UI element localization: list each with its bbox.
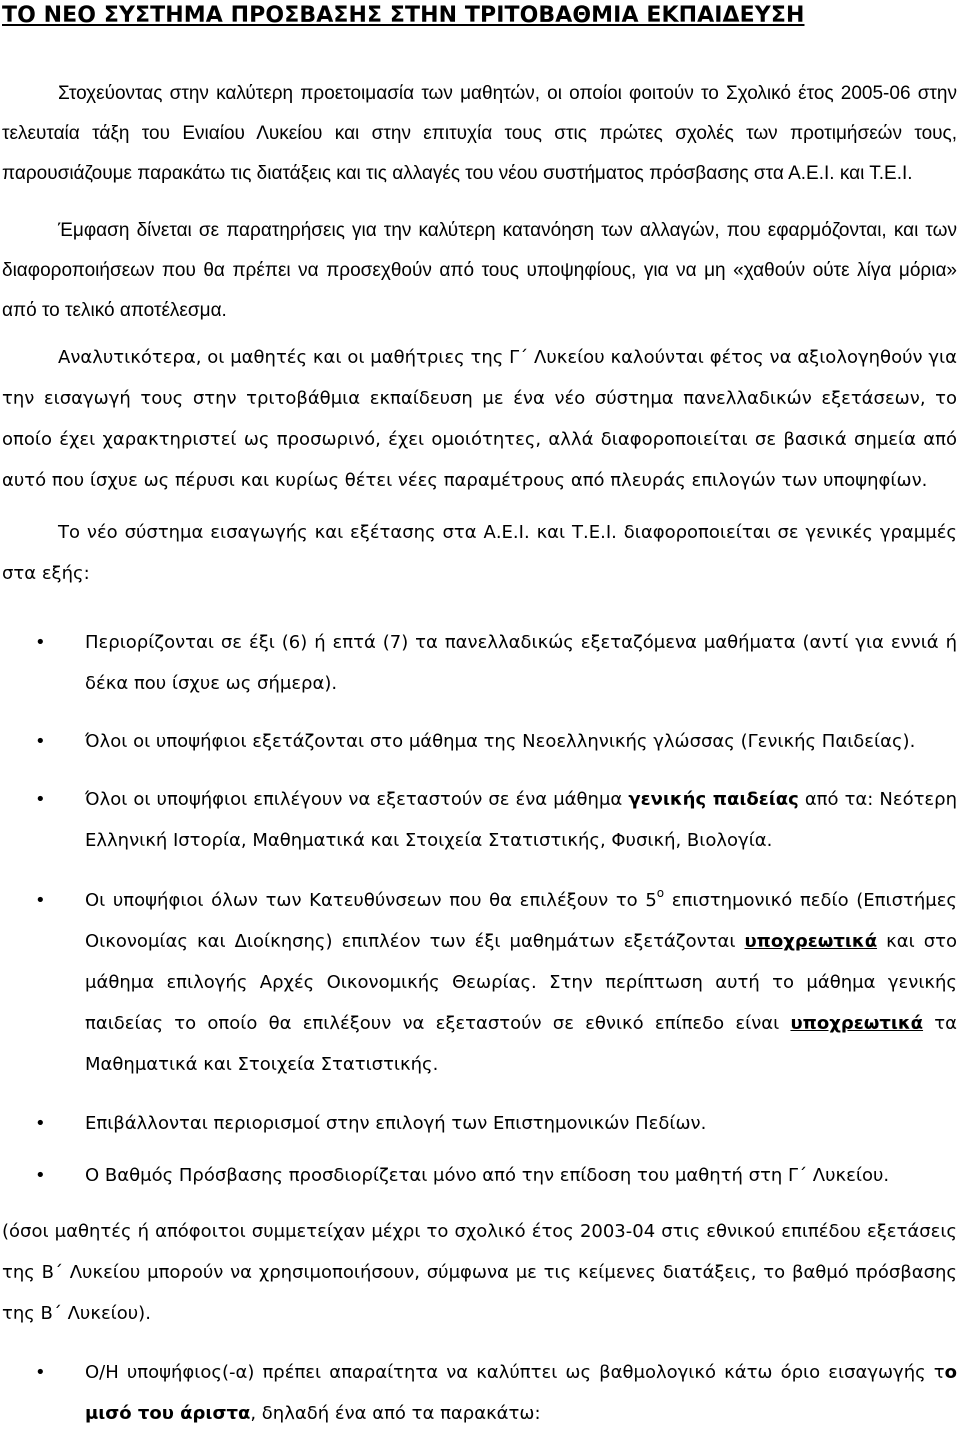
requirements-list <box>2 1352 957 1434</box>
list-item-text: , δηλαδή ένα από τα παρακάτω: <box>250 1403 541 1424</box>
list-item-text: Όλοι οι υποψήφιοι εξετάζονται στο μάθημα της Νεοελληνικής γλώσσας (Γενικής Παιδείας). <box>85 731 916 752</box>
list-item-text: Οι υποψήφιοι όλων των Κατευθύνσεων που θα επιλέξουν το 5 <box>85 890 657 911</box>
emphasis-text: υποχρεωτικά <box>790 1013 924 1034</box>
bullet-icon: • <box>35 1113 46 1134</box>
intro-paragraph: Στοχεύοντας στην καλύτερη προετοιμασία των μαθητών, οι οποίοι φοιτούν το Σχολικό έτος 2005-06 στην τελευταία τάξη του Ενιαίου Λυκείου και στην επιτυχία τους στις πρώτες σχολές των προτιμήσεών τους, παρουσιάζουμε παρακάτω τις διατάξεις και τις αλλαγές του νέου συστήματος πρόσβασης στα Α.Ε.Ι. και Τ.Ε.Ι. <box>2 83 957 184</box>
emphasis-text: ο μισό του άριστα <box>85 1362 957 1424</box>
bullet-icon: • <box>35 1362 46 1383</box>
document-title: ΤΟ ΝΕΟ ΣΥΣΤΗΜΑ ΠΡΟΣΒΑΣΗΣ ΣΤΗΝ ΤΡΙΤΟΒΑΘΜΙΑ ΕΚΠΑΙΔΕΥΣΗ <box>2 3 805 28</box>
list-item-text: Όλοι οι υποψήφιοι επιλέγουν να εξεταστούν σε ένα μάθημα <box>85 789 629 810</box>
list-item <box>2 622 957 704</box>
bullet-icon: • <box>35 731 46 752</box>
list-item-text: από τα: Νεότερη Ελληνική Ιστορία, Μαθηματικά και Στοιχεία Στατιστικής, Φυσική, Βιολογία. <box>85 789 957 851</box>
list-item-text: και στο μάθημα επιλογής Αρχές Οικονομικής Θεωρίας. Στην περίπτωση αυτή το μάθημα γενικής παιδείας το οποίο θα επιλέξουν να εξεταστούν σε εθνικό επίπεδο είναι <box>85 931 957 1034</box>
list-item-text: επιστημονικό πεδίο (Επιστήμες Οικονομίας και Διοίκησης) επιπλέον των έξι μαθημάτων εξετάζονται <box>85 890 957 952</box>
emphasis-text: υποχρεωτικά <box>744 931 878 952</box>
bullet-icon: • <box>35 1165 46 1186</box>
analysis-paragraph: Αναλυτικότερα, οι μαθητές και οι μαθήτριες της Γ΄ Λυκείου καλούνται φέτος να αξιολογηθούν για την εισαγωγή τους στην τριτοβάθμια εκπαίδευση με ένα νέο σύστημα πανελλαδικών εξετάσεων, το οποίο έχει χαρακτηριστεί ως προσωρινό, έχει ομοιότητες, αλλά διαφοροποιείται σε βασικά σημεία από αυτό που ίσχυε ως πέρυσι και κυρίως θέτει νέες παραμέτρους από πλευράς επιλογών των υποψηφίων. <box>2 347 957 491</box>
list-item-text: Περιορίζονται σε έξι (6) ή επτά (7) τα πανελλαδικώς εξεταζόμενα μαθήματα (αντί για εννιά ή δέκα που ίσχυε ως σήμερα). <box>85 632 957 694</box>
list-item-text: Επιβάλλονται περιορισμοί στην επιλογή των Επιστημονικών Πεδίων. <box>85 1113 707 1134</box>
bullet-icon: • <box>35 632 46 653</box>
list-item <box>2 721 957 762</box>
list-item-text: Ο/Η υποψήφιος(-α) πρέπει απαραίτητα να καλύπτει ως βαθμολογικό κάτω όριο εισαγωγής τ <box>85 1362 945 1383</box>
bullet-icon: • <box>35 890 46 911</box>
bullet-icon: • <box>35 789 46 810</box>
list-item <box>2 880 957 1085</box>
list-item <box>2 1352 957 1434</box>
list-item-text: τα Μαθηματικά και Στοιχεία Στατιστικής. <box>85 1013 957 1075</box>
note-paragraph: (όσοι μαθητές ή απόφοιτοι συμμετείχαν μέχρι το σχολικό έτος 2003-04 στις εθνικού επιπέδου εξετάσεις της Β΄ Λυκείου μπορούν να χρησιμοποιήσουν, σύμφωνα με τις κείμενες διατάξεις, το βαθμό πρόσβασης της Β΄ Λυκείου). <box>2 1221 957 1324</box>
changes-list <box>2 622 957 1196</box>
superscript: ο <box>656 886 665 900</box>
emphasis-paragraph: Έμφαση δίνεται σε παρατηρήσεις για την καλύτερη κατανόηση των αλλαγών, που εφαρμόζονται, και των διαφοροποιήσεων που θα πρέπει να προσεχθούν από τους υποψηφίους, για να μη «χαθούν ούτε λίγα μόρια» από το τελικό αποτέλεσμα. <box>2 220 957 321</box>
list-item <box>2 1155 957 1196</box>
new-system-paragraph: Το νέο σύστημα εισαγωγής και εξέτασης στα Α.Ε.Ι. και Τ.Ε.Ι. διαφοροποιείται σε γενικές γραμμές στα εξής: <box>2 522 957 584</box>
emphasis-text: γενικής παιδείας <box>628 789 799 810</box>
list-item-text: Ο Βαθμός Πρόσβασης προσδιορίζεται μόνο από την επίδοση του μαθητή στη Γ΄ Λυκείου. <box>85 1165 890 1186</box>
list-item <box>2 1103 957 1144</box>
list-item <box>2 779 957 861</box>
